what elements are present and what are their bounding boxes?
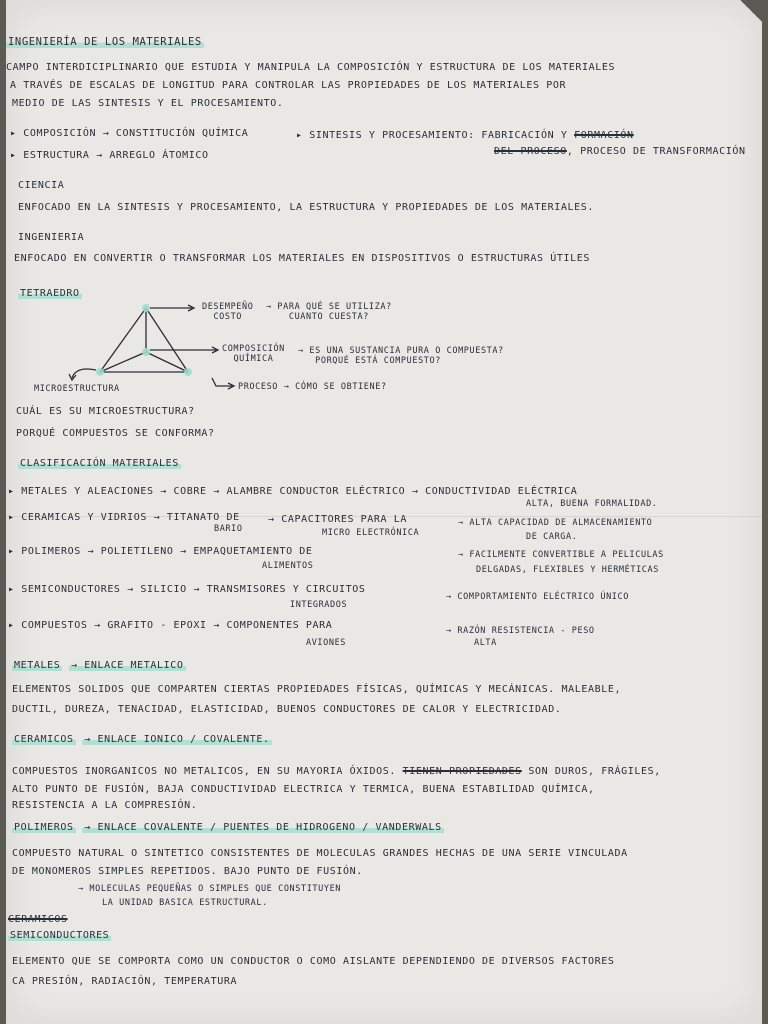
clasif-row-compuestos-r2: ALTA: [474, 638, 497, 648]
clasificacion-heading: CLASIFICACIÓN MATERIALES: [20, 458, 179, 469]
tetrahedron-inner-edges: [100, 308, 188, 372]
ciencia-text: ENFOCADO EN LA SINTESIS Y PROCESAMIENTO, LA ESTRUCTURA Y PROPIEDADES DE LOS MATERIALES.: [18, 202, 594, 213]
semiconductores-line-2: CA PRESIÓN, RADIACIÓN, TEMPERATURA: [12, 976, 238, 987]
tetraedro-heading: TETRAEDRO: [20, 288, 80, 299]
ceramicos-heading: CERAMICOS → ENLACE IONICO / COVALENTE.: [14, 734, 270, 745]
metales-heading: METALES → ENLACE METALICO: [14, 660, 184, 671]
vertex-right: [184, 368, 192, 376]
ciencia-heading: CIENCIA: [18, 180, 65, 191]
bullet-sintesis: ▸ SINTESIS Y PROCESAMIENTO: FABRICACIÓN Y FORMACIÓN: [296, 130, 634, 141]
clasif-row-ceramicas-m2: MICRO ELECTRÓNICA: [322, 528, 420, 538]
clasif-row-metales: ▸ METALES Y ALEACIONES → COBRE → ALAMBRE CONDUCTOR ELÉCTRICO → CONDUCTIVIDAD ELÉCTRICA: [8, 486, 578, 497]
ingenieria-heading: INGENIERIA: [18, 232, 85, 243]
clasif-row-compuestos-a2: AVIONES: [306, 638, 347, 648]
intro-line-1: CAMPO INTERDICIPLINARIO QUE ESTUDIA Y MANIPULA LA COMPOSICIÓN Y ESTRUCTURA DE LOS MATERIALES: [6, 62, 616, 73]
clasif-row-compuestos-r: → RAZÓN RESISTENCIA - PESO: [446, 626, 595, 636]
notebook-page: [6, 0, 762, 1024]
metales-line-2: DUCTIL, DUREZA, TENACIDAD, ELASTICIDAD, BUENOS CONDUCTORES DE CALOR Y ELECTRICIDAD.: [12, 704, 562, 715]
bullet-sintesis-cont: DEL PROCESO, PROCESO DE TRANSFORMACIÓN: [494, 146, 746, 157]
tetra-composicion-questions: → ES UNA SUSTANCIA PURA O COMPUESTA? PORQUÉ ESTÁ COMPUESTO?: [298, 346, 504, 366]
metales-line-1: ELEMENTOS SOLIDOS QUE COMPARTEN CIERTAS PROPIEDADES FÍSICAS, QUÍMICAS Y MECÁNICAS. MALEABLE,: [12, 684, 622, 695]
clasif-row-ceramicas-a2: BARIO: [214, 524, 243, 534]
polimeros-heading: POLIMEROS → ENLACE COVALENTE / PUENTES DE HIDROGENO / VANDERWALS: [14, 822, 442, 833]
intro-line-3: MEDIO DE LAS SINTESIS Y EL PROCESAMIENTO.: [12, 98, 284, 109]
tetra-desempeno: DESEMPEÑO COSTO: [202, 302, 254, 322]
ceramicos-line-3: RESISTENCIA A LA COMPRESIÓN.: [12, 800, 198, 811]
ceramicos-line-2: ALTO PUNTO DE FUSIÓN, BAJA CONDUCTIVIDAD ELECTRICA Y TERMICA, BUENA ESTABILIDAD QUÍMICA,: [12, 784, 595, 795]
bullet-composicion: ▸ COMPOSICIÓN → CONSTITUCIÓN QUÍMICA: [10, 128, 249, 139]
semiconductores-line-1: ELEMENTO QUE SE COMPORTA COMO UN CONDUCTOR O COMO AISLANTE DEPENDIENDO DE DIVERSOS FACTORES: [12, 956, 615, 967]
ceramicos-line-1: COMPUESTOS INORGANICOS NO METALICOS, EN SU MAYORIA ÓXIDOS. TIENEN PROPIEDADES SON DUROS, FRÁGILES,: [12, 766, 661, 777]
arrow-proceso-line: [212, 378, 232, 386]
clasif-row-ceramicas-r: → ALTA CAPACIDAD DE ALMACENAMIENTO: [458, 518, 653, 528]
semiconductores-heading: SEMICONDUCTORES: [10, 930, 110, 941]
clasif-row-ceramicas-r2: DE CARGA.: [526, 532, 578, 542]
clasif-row-ceramicas-m: → CAPACITORES PARA LA: [268, 514, 408, 525]
struck-ceramicos: CERAMICOS: [8, 914, 68, 925]
tetra-microestructura: MICROESTRUCTURA: [34, 384, 120, 394]
clasif-row-semi-r: → COMPORTAMIENTO ELÉCTRICO ÚNICO: [446, 592, 629, 602]
clasif-row-semi-a2: INTEGRADOS: [290, 600, 348, 610]
intro-line-2: A TRAVÉS DE ESCALAS DE LONGITUD PARA CONTROLAR LAS PROPIEDADES DE LOS MATERIALES POR: [10, 80, 567, 91]
tetra-desempeno-questions: → PARA QUÉ SE UTILIZA? CUANTO CUESTA?: [266, 302, 392, 322]
vertex-left: [96, 368, 104, 376]
clasif-row-compuestos: ▸ COMPUESTOS → GRAFITO - EPOXI → COMPONENTES PARA: [8, 620, 333, 631]
tetrahedron-outline: [100, 308, 188, 372]
clasif-row-polimeros-r2: DELGADAS, FLEXIBLES Y HERMÉTICAS: [476, 565, 659, 575]
vertex-top: [142, 304, 150, 312]
clasif-row-polimeros-a2: ALIMENTOS: [262, 561, 314, 571]
clasif-row-polimeros-r: → FACILMENTE CONVERTIBLE A PELICULAS: [458, 550, 664, 560]
clasif-row-semiconductores: ▸ SEMICONDUCTORES → SILICIO → TRANSMISORES Y CIRCUITOS: [8, 584, 366, 595]
tetra-question-2: PORQUÉ COMPUESTOS SE CONFORMA?: [16, 428, 215, 439]
vertex-center: [142, 348, 150, 356]
bullet-estructura: ▸ ESTRUCTURA → ARREGLO ÁTOMICO: [10, 150, 209, 161]
polimeros-line-1: COMPUESTO NATURAL O SINTETICO CONSISTENTES DE MOLECULAS GRANDES HECHAS DE UNA SERIE VINCULADA: [12, 848, 628, 859]
arrow-micro-line: [72, 369, 96, 378]
page-title: INGENIERÍA DE LOS MATERIALES: [8, 36, 202, 48]
clasif-row-metales-cont: ALTA, BUENA FORMALIDAD.: [526, 499, 658, 509]
polimeros-line-4: LA UNIDAD BASICA ESTRUCTURAL.: [102, 898, 268, 908]
tetra-question-1: CUÁL ES SU MICROESTRUCTURA?: [16, 406, 195, 417]
polimeros-line-2: DE MONOMEROS SIMPLES REPETIDOS. BAJO PUNTO DE FUSIÓN.: [12, 866, 363, 877]
tetra-composicion: COMPOSICIÓN QUÍMICA: [222, 344, 285, 364]
polimeros-line-3: → MOLECULAS PEQUEÑAS O SIMPLES QUE CONSTITUYEN: [78, 884, 342, 894]
clasif-row-polimeros: ▸ POLIMEROS → POLIETILENO → EMPAQUETAMIENTO DE: [8, 546, 313, 557]
ingenieria-text: ENFOCADO EN CONVERTIR O TRANSFORMAR LOS MATERIALES EN DISPOSITIVOS O ESTRUCTURAS ÚTILES: [14, 253, 590, 264]
tetra-proceso: PROCESO → CÓMO SE OBTIENE?: [238, 382, 387, 392]
clasif-row-ceramicas: ▸ CERAMICAS Y VIDRIOS → TITANATO DE: [8, 512, 240, 523]
